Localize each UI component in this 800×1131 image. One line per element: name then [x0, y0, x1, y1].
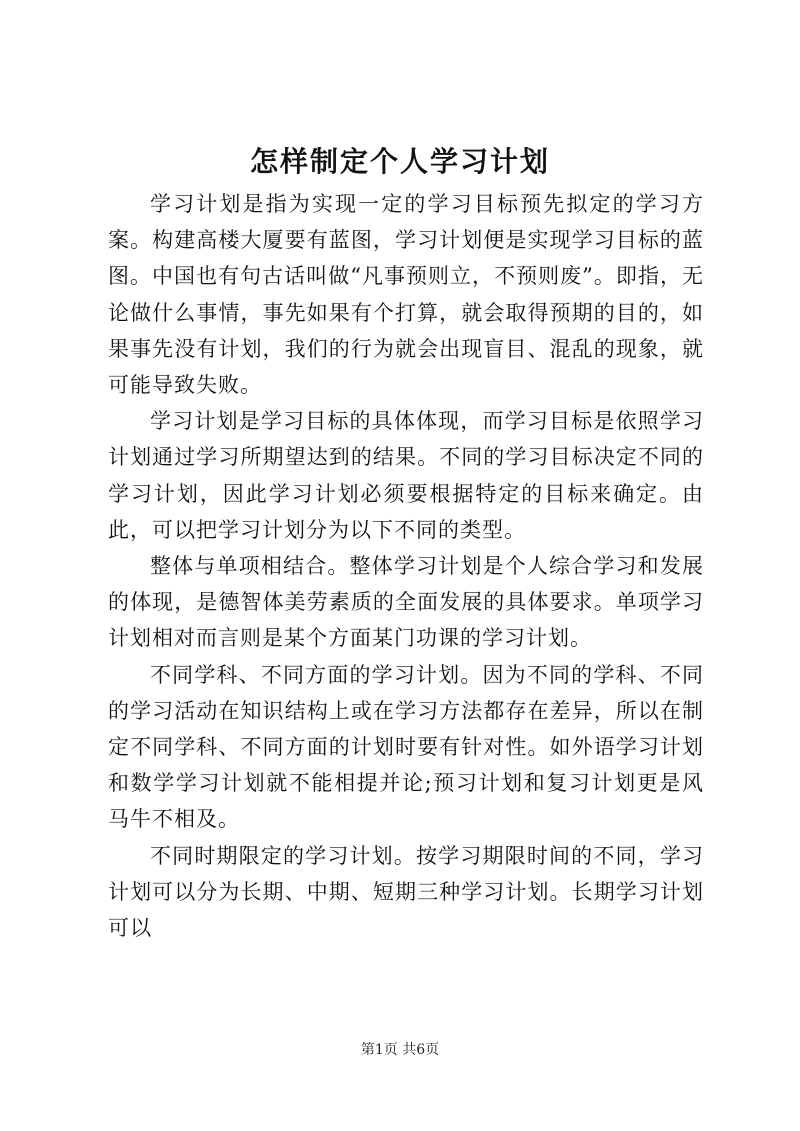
paragraph-5: 不同时期限定的学习计划。按学习期限时间的不同，学习计划可以分为长期、中期、短期三种学习计划。长期学习计划可以 [108, 843, 704, 941]
paragraph-2: 学习计划是学习目标的具体体现，而学习目标是依照学习计划通过学习所期望达到的结果。不同的学习目标决定不同的学习计划，因此学习计划必须要根据特定的目标来确定。由此，可以把学习计划分为以下不同的类型。 [108, 409, 704, 542]
document-body [108, 186, 704, 946]
paragraph-1: 学习计划是指为实现一定的学习目标预先拟定的学习方案。构建高楼大厦要有蓝图，学习计划便是实现学习目标的蓝图。中国也有句古话叫做“凡事预则立，不预则废”。即指，无论做什么事情，事先如果有个打算，就会取得预期的目的，如果事先没有计划，我们的行为就会出现盲目、混乱的现象，就可能导致失败。 [108, 192, 704, 398]
paragraph-3: 整体与单项相结合。整体学习计划是个人综合学习和发展的体现，是德智体美劳素质的全面发展的具体要求。单项学习计划相对而言则是某个方面某门功课的学习计划。 [108, 554, 704, 651]
document-title: 怎样制定个人学习计划 [249, 145, 550, 178]
paragraph-4: 不同学科、不同方面的学习计划。因为不同的学科、不同的学习活动在知识结构上或在学习方法都存在差异，所以在制定不同学科、不同方面的计划时要有针对性。如外语学习计划和数学学习计划就不能相提并论;预习计划和复习计划更是风马牛不相及。 [108, 662, 704, 832]
page-number-footer: 第1页 共6页 [360, 1042, 440, 1058]
